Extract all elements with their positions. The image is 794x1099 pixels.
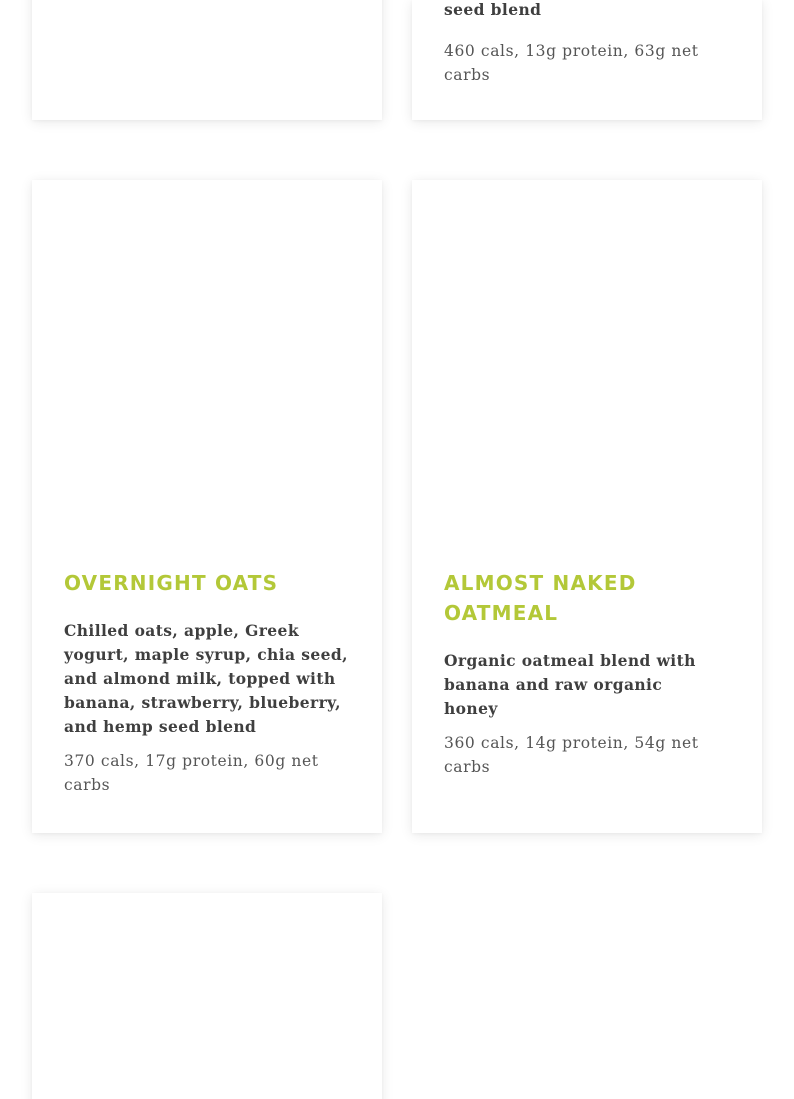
card-image: [412, 180, 762, 568]
card-description: Chilled oats, apple, Greek yogurt, maple syrup, chia seed, and almond milk, topped with banana, strawberry, blueberry, and hemp seed blend: [64, 621, 348, 736]
menu-card-almost-naked-oatmeal[interactable]: [412, 180, 762, 833]
card-nutrition: 360 cals, 14g protein, 54g net carbs: [444, 734, 699, 776]
menu-card[interactable]: [32, 893, 382, 1099]
card-image: [32, 180, 382, 568]
card-title[interactable]: OVERNIGHT OATS: [64, 571, 279, 595]
card-title[interactable]: ALMOST NAKED OATMEAL: [444, 571, 637, 625]
card-nutrition: 460 cals, 13g protein, 63g net carbs: [444, 42, 699, 84]
menu-card-overnight-oats[interactable]: [32, 180, 382, 833]
card-description: Organic oatmeal blend with banana and raw organic honey: [444, 651, 696, 718]
card-description: seed blend: [444, 0, 542, 19]
menu-card[interactable]: [412, 0, 762, 120]
menu-card[interactable]: [32, 0, 382, 120]
card-nutrition: 370 cals, 17g protein, 60g net carbs: [64, 752, 319, 794]
